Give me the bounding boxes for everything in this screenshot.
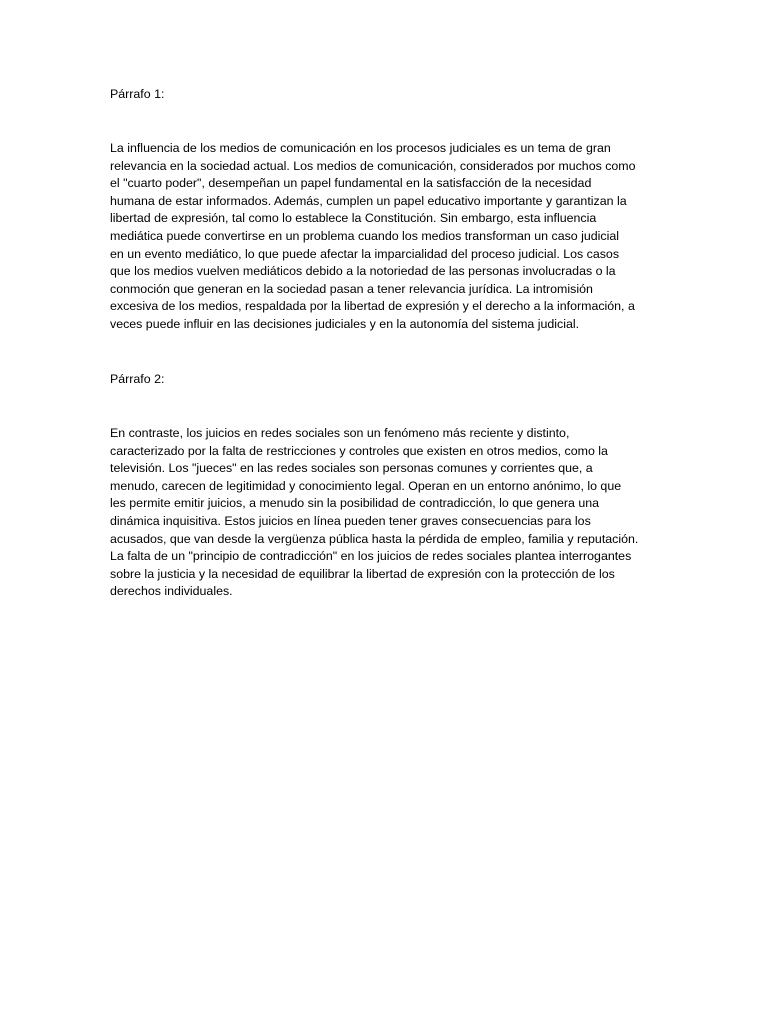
paragraph-2-line: les permite emitir juicios, a menudo sin la posibilidad de contradicción, lo que genera una bbox=[110, 496, 600, 511]
paragraph-1-line: humana de estar informados. Además, cumplen un papel educativo importante y garantizan la bbox=[110, 193, 627, 208]
paragraph-2-line: En contraste, los juicios en redes sociales son un fenómeno más reciente y distinto, bbox=[110, 426, 570, 440]
paragraph-2-heading: Párrafo 2: bbox=[110, 372, 165, 386]
paragraph-2-body bbox=[110, 425, 662, 601]
paragraph-2-line: televisión. Los "jueces" en las redes sociales son personas comunes y corrientes que, a bbox=[110, 461, 593, 476]
paragraph-1-line: conmoción que generan en la sociedad pasan a tener relevancia jurídica. La intromisión bbox=[110, 281, 593, 296]
paragraph-2-line: derechos individuales. bbox=[110, 584, 233, 599]
paragraph-1-line: mediática puede convertirse en un problema cuando los medios transforman un caso judicial bbox=[110, 228, 619, 243]
paragraph-2-line: dinámica inquisitiva. Estos juicios en línea pueden tener graves consecuencias para los bbox=[110, 513, 591, 528]
paragraph-1-heading: Párrafo 1: bbox=[110, 87, 165, 101]
paragraph-1-line: relevancia en la sociedad actual. Los medios de comunicación, considerados por muchos como bbox=[110, 158, 636, 173]
paragraph-1-line: veces puede influir en las decisiones judiciales y en la autonomía del sistema judicial. bbox=[110, 316, 580, 331]
paragraph-2-line: menudo, carecen de legitimidad y conocimiento legal. Operan en un entorno anónimo, lo que bbox=[110, 478, 622, 493]
paragraph-2-line: caracterizado por la falta de restricciones y controles que existen en otros medios, como la bbox=[110, 443, 608, 458]
paragraph-2-line: La falta de un "principio de contradicción" en los juicios de redes sociales plantea interrogantes bbox=[110, 549, 632, 564]
paragraph-1-line: en un evento mediático, lo que puede afectar la imparcialidad del proceso judicial. Los casos bbox=[110, 246, 620, 261]
paragraph-2-line: sobre la justicia y la necesidad de equilibrar la libertad de expresión con la protección de los bbox=[110, 566, 615, 581]
paragraph-1-line: que los medios vuelven mediáticos debido a la notoriedad de las personas involucradas o la bbox=[110, 264, 616, 279]
paragraph-1-body bbox=[110, 140, 662, 334]
paragraph-1-line: el "cuarto poder", desempeñan un papel fundamental en la satisfacción de la necesidad bbox=[110, 176, 592, 191]
paragraph-1-line: libertad de expresión, tal como lo establece la Constitución. Sin embargo, esta influencia bbox=[110, 211, 597, 226]
paragraph-1-line: excesiva de los medios, respaldada por la libertad de expresión y el derecho a la información, a bbox=[110, 299, 635, 314]
paragraph-1-line: La influencia de los medios de comunicación en los procesos judiciales es un tema de gran bbox=[110, 141, 611, 155]
paragraph-2-line: acusados, que van desde la vergüenza pública hasta la pérdida de empleo, familia y reputación. bbox=[110, 531, 639, 546]
